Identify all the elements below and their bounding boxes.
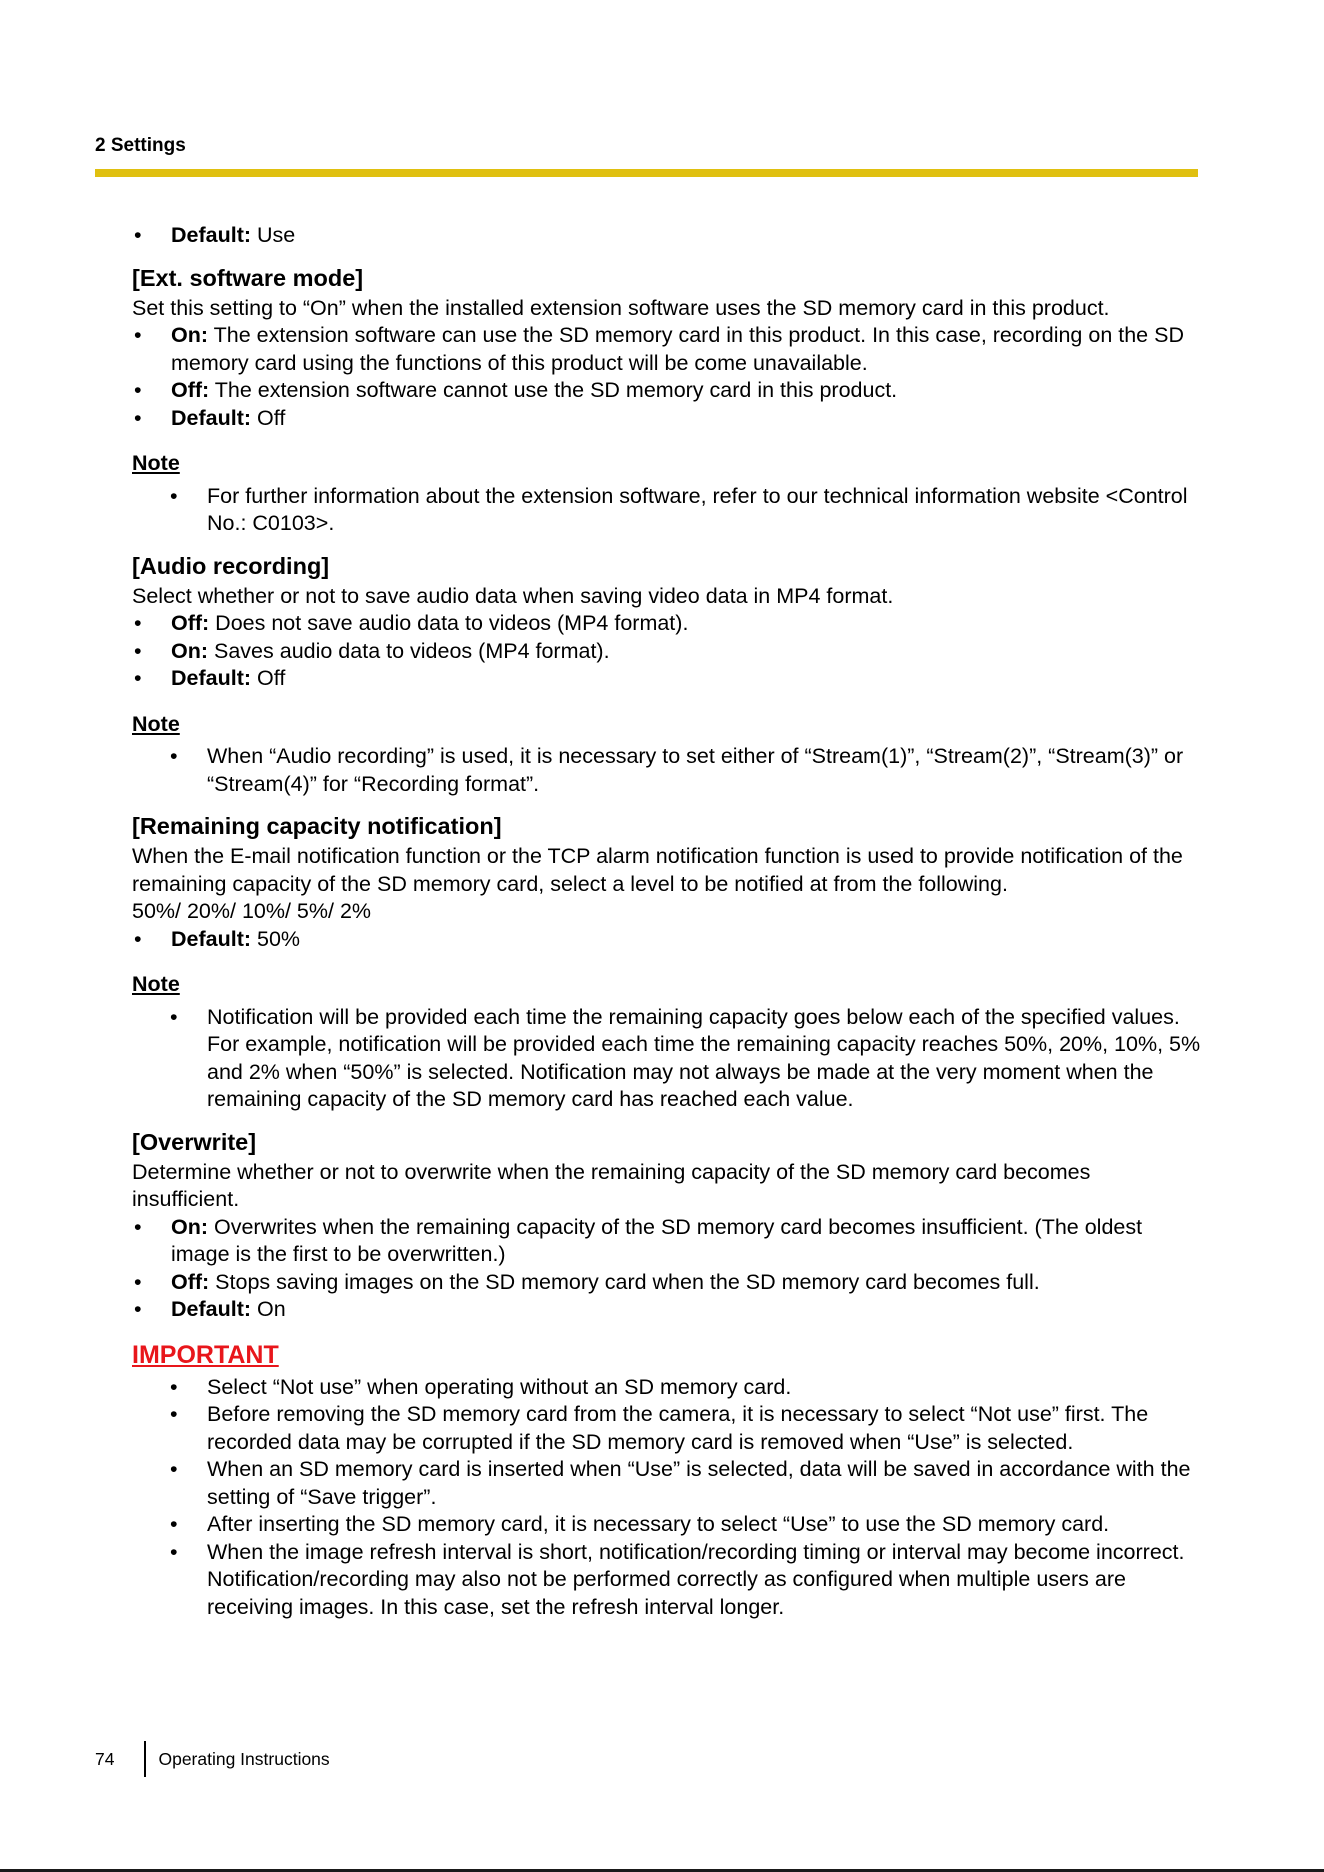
bullet: •: [170, 1457, 178, 1481]
bullet: •: [134, 1269, 142, 1294]
item-label: On:: [171, 1214, 209, 1239]
section-heading-audio-recording: [Audio recording]: [132, 552, 330, 579]
page-header: [95, 135, 1198, 177]
note-label: Note: [132, 451, 180, 475]
default-use-item: [132, 222, 1202, 250]
header-rule: [95, 169, 1198, 177]
important-text: Before removing the SD memory card from the camera, it is necessary to select “Not use” first. The recorded data may be corrupted if the SD memory card is removed when “Use” is selected.: [207, 1402, 1149, 1454]
item-label: Default:: [171, 1297, 252, 1321]
important-text: Select “Not use” when operating without an SD memory card.: [207, 1374, 792, 1399]
item-text: Saves audio data to videos (MP4 format).: [208, 638, 610, 663]
list-item: [132, 665, 1202, 693]
item-label: Default:: [171, 926, 252, 951]
bullet: •: [134, 666, 142, 690]
bullet: •: [134, 1214, 142, 1239]
bullet: •: [134, 638, 142, 663]
note-item: [132, 1004, 1202, 1114]
item-text: The extension software cannot use the SD memory card in this product.: [209, 378, 898, 402]
footer-divider: [144, 1741, 146, 1777]
section-heading-remaining-capacity: [Remaining capacity notification]: [132, 813, 502, 839]
list-item: [132, 926, 1202, 954]
page-content: [132, 222, 1202, 1621]
bullet: •: [134, 926, 142, 951]
item-text: Does not save audio data to videos (MP4 format).: [209, 611, 689, 635]
section-description: Determine whether or not to overwrite when the remaining capacity of the SD memory card becomes insufficient.: [132, 1159, 1091, 1211]
item-text: Stops saving images on the SD memory card when the SD memory card becomes full.: [209, 1269, 1040, 1294]
list-item: [132, 377, 1202, 405]
section-heading-ext-software: [Ext. software mode]: [132, 264, 364, 291]
bullet: •: [134, 611, 142, 635]
section-description: Select whether or not to save audio data when saving video data in MP4 format.: [132, 583, 894, 608]
item-text: The extension software can use the SD memory card in this product. In this case, recording on the SD memory card using the functions of this product will be come unavailable.: [171, 323, 1184, 375]
item-label: Off:: [171, 1269, 210, 1294]
important-item: [132, 1456, 1202, 1511]
item-label: On:: [171, 323, 209, 347]
list-item: [132, 322, 1202, 377]
item-label: Default:: [171, 223, 252, 247]
item-text: Off: [251, 405, 286, 430]
bullet: •: [134, 1297, 142, 1321]
bullet: •: [170, 1512, 178, 1536]
chapter-title: 2 Settings: [95, 135, 186, 156]
item-text: Off: [251, 666, 286, 690]
note-label: Note: [132, 711, 180, 736]
bullet: •: [170, 1402, 178, 1426]
page-number: 74: [95, 1748, 115, 1769]
important-item: [132, 1401, 1202, 1456]
item-label: Default:: [171, 666, 252, 690]
section-heading-overwrite: [Overwrite]: [132, 1128, 257, 1155]
list-item: [132, 405, 1202, 433]
bullet: •: [134, 378, 142, 402]
bullet: •: [170, 744, 178, 768]
bullet: •: [170, 1374, 178, 1399]
bullet: •: [170, 1004, 178, 1029]
item-text: On: [251, 1297, 286, 1321]
important-text: When the image refresh interval is short, notification/recording timing or interval may become incorrect. Notification/recording may also not be performed correctly as configured when multiple users are receiving images. In this case, set the refresh interval longer.: [207, 1539, 1185, 1619]
note-item: [132, 743, 1202, 798]
list-item: [132, 1214, 1202, 1269]
document-title: Operating Instructions: [158, 1748, 330, 1769]
important-item: [132, 1374, 1202, 1402]
section-description: Set this setting to “On” when the installed extension software uses the SD memory card in this product.: [132, 295, 1110, 320]
bullet: •: [170, 483, 178, 508]
bullet: •: [134, 405, 142, 430]
bullet: •: [170, 1539, 178, 1564]
item-label: On:: [171, 638, 209, 663]
list-item: [132, 1269, 1202, 1297]
important-label: IMPORTANT: [132, 1340, 279, 1369]
item-text: Overwrites when the remaining capacity of the SD memory card becomes insufficient. (The oldest image is the first to be overwritten.): [171, 1214, 1143, 1266]
item-label: Off:: [171, 378, 210, 402]
option-values: 50%/ 20%/ 10%/ 5%/ 2%: [132, 899, 372, 923]
list-item: [132, 610, 1202, 638]
note-text: When “Audio recording” is used, it is necessary to set either of “Stream(1)”, “Stream(2)”, “Stream(3)” or “Stream(4)” for “Recording format”.: [207, 744, 1184, 796]
important-item: [132, 1539, 1202, 1622]
list-item: [132, 1296, 1202, 1324]
item-text: 50%: [251, 926, 301, 951]
important-text: When an SD memory card is inserted when “Use” is selected, data will be saved in accordance with the setting of “Save trigger”.: [207, 1457, 1191, 1509]
item-label: Off:: [171, 611, 210, 635]
important-item: [132, 1511, 1202, 1539]
section-description: When the E-mail notification function or the TCP alarm notification function is used to provide notification of the remaining capacity of the SD memory card, select a level to be notified at from the following.: [132, 844, 1183, 896]
note-text: Notification will be provided each time the remaining capacity goes below each of the specified values. For example, notification will be provided each time the remaining capacity reaches 50%, 20%, 10%, 5% and 2% when “50%” is selected. Notification may not always be made at the very moment when the remaining capacity of the SD memory card has reached each value.: [207, 1004, 1201, 1111]
important-text: After inserting the SD memory card, it is necessary to select “Use” to use the SD memory card.: [207, 1512, 1110, 1536]
note-text: For further information about the extension software, refer to our technical information website <Control No.: C0103>.: [207, 483, 1188, 535]
bullet: •: [134, 223, 142, 247]
note-item: [132, 483, 1202, 538]
note-label: Note: [132, 972, 180, 996]
item-text: Use: [251, 223, 296, 247]
item-label: Default:: [171, 405, 252, 430]
list-item: [132, 638, 1202, 666]
bullet: •: [134, 323, 142, 347]
page-footer: [95, 1741, 330, 1777]
